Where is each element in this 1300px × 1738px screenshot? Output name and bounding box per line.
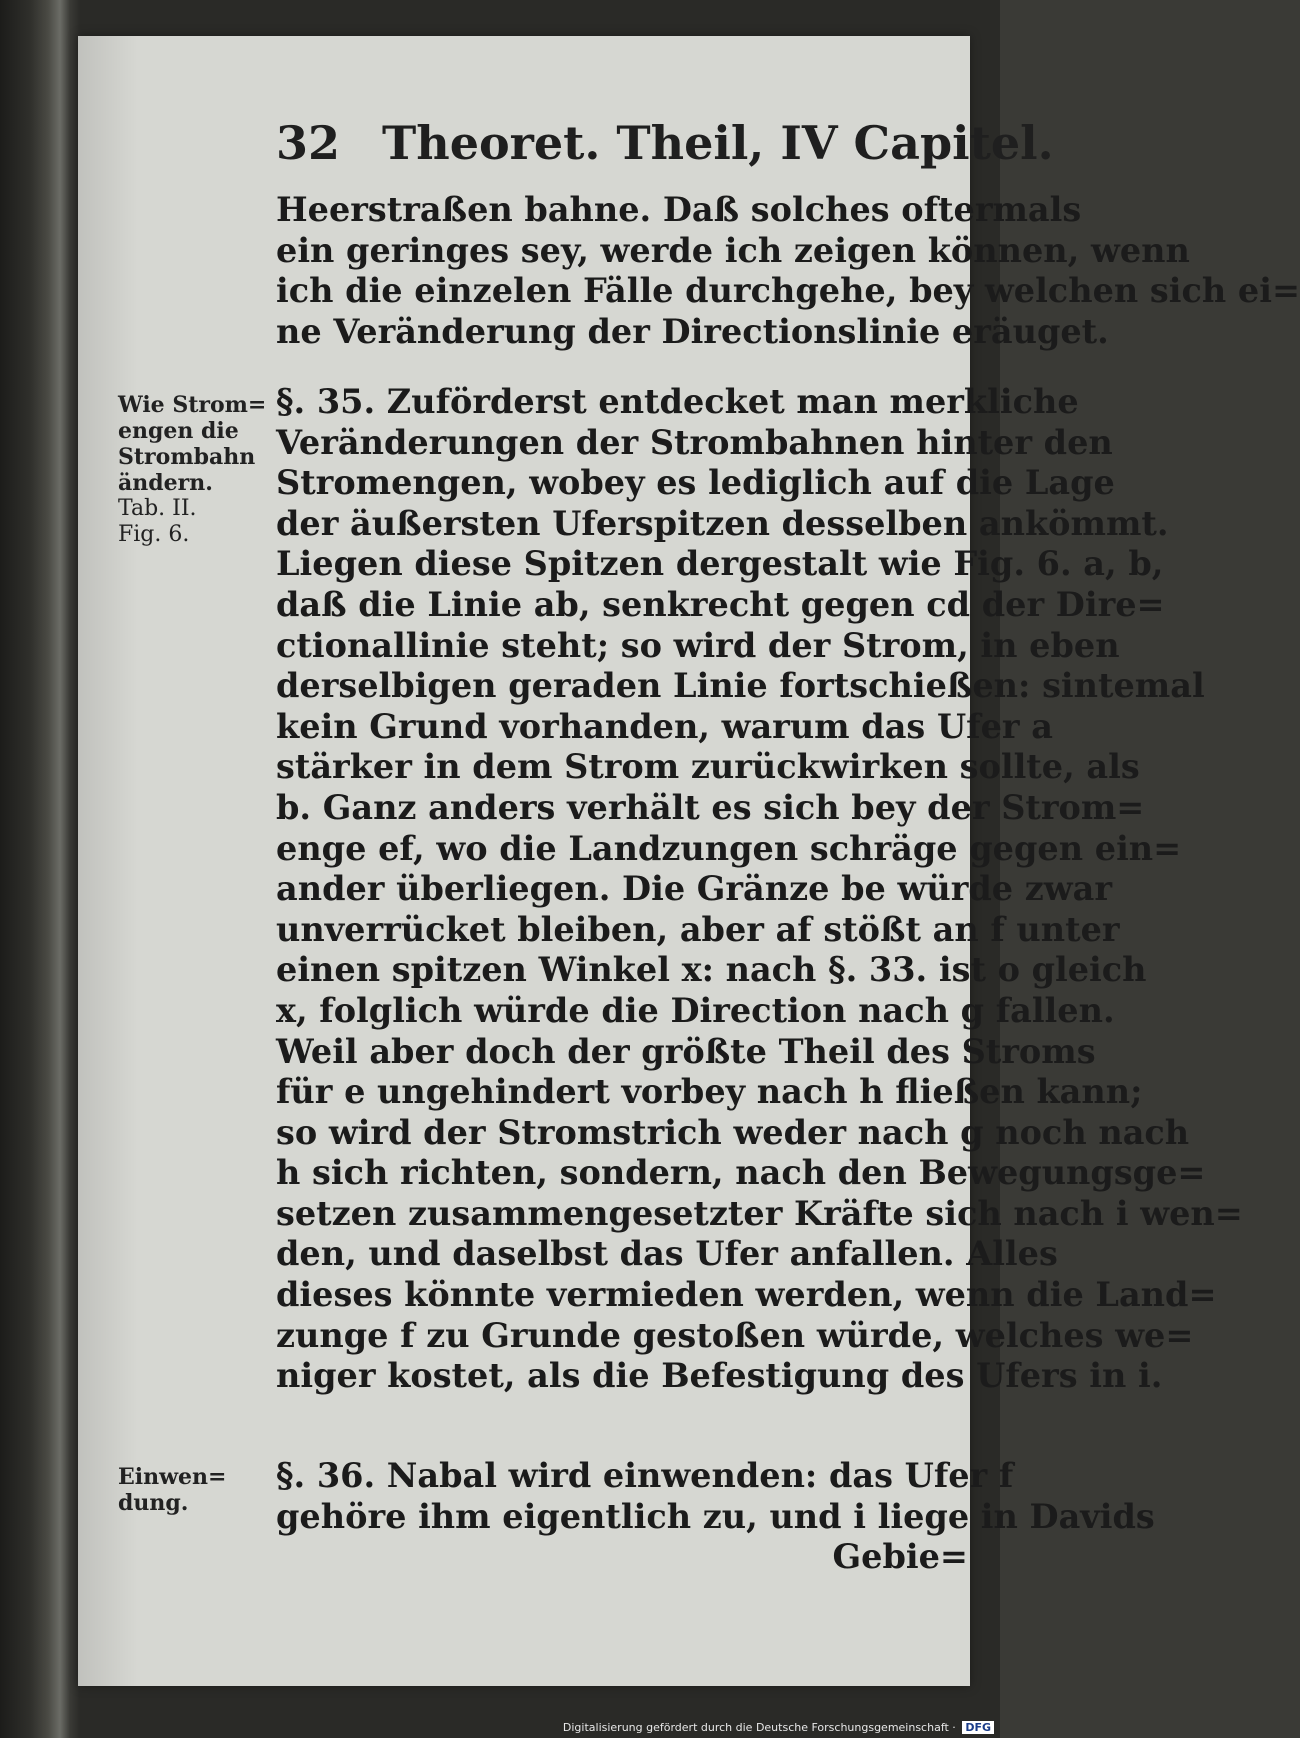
text-line: für e ungehindert vorbey nach h fließen kann; — [276, 1072, 1143, 1112]
text-line: daß die Linie ab, senkrecht gegen cd der Dire= — [276, 584, 1165, 624]
text-line: §. 36. Nabal wird einwenden: das Ufer f — [276, 1456, 1014, 1495]
margin-note-line: Tab. II. — [118, 496, 197, 521]
text-line: ctionallinie steht; so wird der Strom, in eben — [276, 625, 1120, 665]
text-line: ander überliegen. Die Gränze be würde zwar — [276, 869, 1112, 909]
text-line: gehöre ihm eigentlich zu, und i liege in Davids — [276, 1496, 1155, 1536]
paragraph-section-35 — [276, 382, 1243, 1397]
text-line: niger kostet, als die Befestigung des Ufers in i. — [276, 1356, 1163, 1396]
text-line: stärker in dem Strom zurückwirken sollte, als — [276, 747, 1140, 787]
text-line: ich die einzelen Fälle durchgehe, bey welchen sich ei= — [276, 271, 1300, 311]
margin-note-line: Wie Strom= — [118, 392, 267, 418]
text-line: dieses könnte vermieden werden, wenn die Land= — [276, 1275, 1217, 1315]
margin-note-line: dung. — [118, 1490, 189, 1516]
running-title: Theoret. Theil, IV Capitel. — [382, 116, 1054, 170]
paragraph-section-36 — [276, 1456, 1155, 1578]
catchword: Gebie= — [832, 1537, 968, 1577]
margin-note-stromengen — [118, 392, 266, 548]
margin-note-line: ändern. — [118, 470, 213, 496]
margin-note-line: engen die — [118, 418, 239, 444]
text-line: Veränderungen der Strombahnen hinter den — [276, 422, 1113, 462]
text-line: §. 35. Zuförderst entdecket man merkliche — [276, 382, 1079, 421]
text-line: x, folglich würde die Direction nach g fallen. — [276, 990, 1115, 1030]
text-line: kein Grund vorhanden, warum das Ufer a — [276, 706, 1053, 746]
text-line: enge ef, wo die Landzungen schräge gegen ein= — [276, 828, 1182, 868]
text-line: ne Veränderung der Directionslinie eräuget. — [276, 311, 1109, 351]
text-line: Liegen diese Spitzen dergestalt wie Fig. 6. a, b, — [276, 544, 1164, 584]
text-line: Stromengen, wobey es lediglich auf die Lage — [276, 463, 1115, 503]
margin-note-line: Fig. 6. — [118, 522, 190, 547]
text-line: so wird der Stromstrich weder nach g noch nach — [276, 1112, 1190, 1152]
text-line: h sich richten, sondern, nach den Bewegungsge= — [276, 1153, 1206, 1193]
margin-note-line: Einwen= — [118, 1464, 227, 1490]
page-number: 32 — [276, 116, 341, 170]
book-page — [78, 36, 1300, 1686]
text-line: Weil aber doch der größte Theil des Stroms — [276, 1031, 1096, 1071]
dfg-logo: DFG — [962, 1721, 994, 1734]
margin-note-einwendung — [118, 1464, 227, 1516]
text-line: den, und daselbst das Ufer anfallen. Alles — [276, 1234, 1058, 1274]
text-line: b. Ganz anders verhält es sich bey der Strom= — [276, 787, 1145, 827]
text-line: setzen zusammengesetzter Kräfte sich nach i wen= — [276, 1193, 1243, 1233]
text-line: Heerstraßen bahne. Daß solches oftermals — [276, 190, 1082, 229]
text-line: zunge f zu Grunde gestoßen würde, welches we= — [276, 1315, 1194, 1355]
text-line: einen spitzen Winkel x: nach §. 33. ist o gleich — [276, 950, 1147, 990]
digitization-credit — [563, 1721, 994, 1734]
page-header — [276, 116, 1054, 186]
text-line: ein geringes sey, werde ich zeigen können, wenn — [276, 230, 1190, 270]
text-line: derselbigen geraden Linie fortschießen: sintemal — [276, 666, 1205, 706]
margin-note-line: Strombahn — [118, 444, 256, 470]
text-line: unverrücket bleiben, aber af stößt an f unter — [276, 909, 1120, 949]
credit-text: Digitalisierung gefördert durch die Deutsche Forschungsgemeinschaft · — [562, 1721, 956, 1734]
text-line: der äußersten Uferspitzen desselben ankömmt. — [276, 503, 1169, 543]
paragraph-continuation — [276, 190, 1300, 352]
